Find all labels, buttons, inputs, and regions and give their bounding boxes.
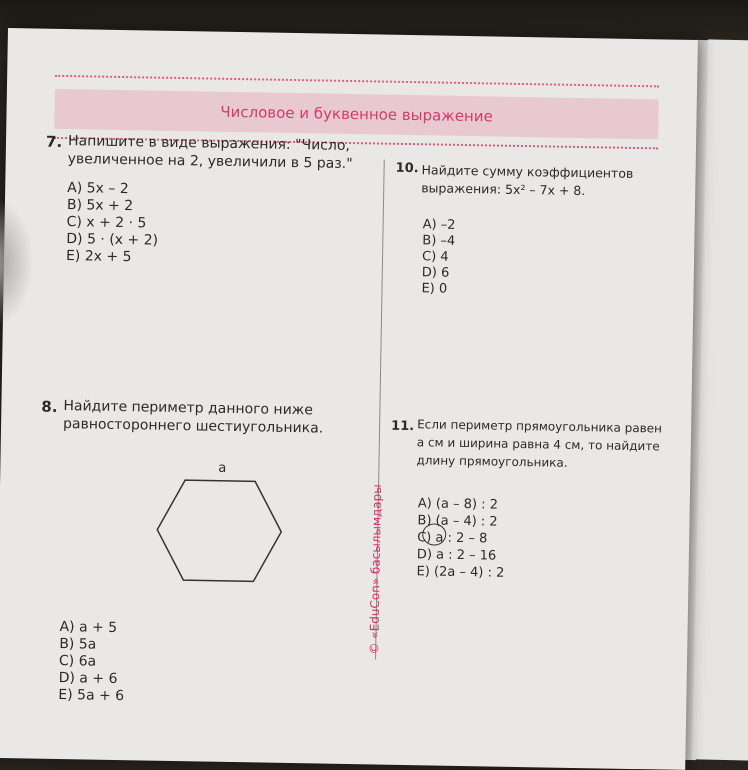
question-text: Напишите в виде выражения: "Число, увеличенное на 2, увеличили в 5 раз."	[67, 133, 353, 173]
option-e[interactable]: E) 2x + 5	[65, 248, 132, 266]
question-number: 11.	[390, 418, 415, 435]
question-text: Найдите периметр данного ниже равностороннего шестиугольника.	[62, 398, 324, 437]
question-number: 8.	[41, 397, 58, 416]
option-a[interactable]: A) (a – 8) : 2	[417, 496, 499, 513]
question-10	[393, 161, 685, 302]
question-number: 10.	[395, 160, 419, 177]
option-e[interactable]: E) 5a + 6	[58, 686, 125, 705]
option-c[interactable]: C) 4	[421, 249, 449, 265]
section-banner	[54, 89, 659, 140]
option-d[interactable]: D) a : 2 – 16	[416, 547, 497, 564]
hexagon-side-label: a	[218, 460, 227, 476]
option-d[interactable]: D) 6	[421, 265, 450, 281]
option-d[interactable]: D) a + 6	[58, 669, 118, 688]
answer-options	[36, 619, 125, 706]
option-b[interactable]: B) (a – 4) : 2	[417, 513, 498, 530]
banner-dotted-line-top	[55, 75, 659, 92]
answer-options	[44, 180, 365, 271]
question-number: 7.	[45, 132, 63, 151]
publisher-credit: © «EduCon» басылымдары	[367, 484, 385, 655]
option-a[interactable]: A) 5x – 2	[67, 180, 129, 198]
section-title: Числовое и буквенное выражение	[220, 102, 493, 126]
question-11	[388, 415, 681, 585]
question-7	[44, 132, 366, 271]
answer-options	[393, 217, 684, 302]
workbook-page	[0, 28, 698, 770]
option-d[interactable]: D) 5 · (x + 2)	[66, 231, 159, 249]
option-b[interactable]: B) 5a	[59, 635, 97, 653]
hexagon-icon	[148, 458, 290, 590]
option-e[interactable]: E) 0	[421, 281, 448, 297]
question-text: Найдите сумму коэффициентов выражения: 5x² – 7x + 8.	[421, 162, 634, 199]
option-a[interactable]: A) –2	[422, 217, 456, 233]
option-c[interactable]: C) 6a	[58, 652, 97, 670]
option-e[interactable]: E) (2a – 4) : 2	[416, 564, 505, 581]
question-8	[41, 397, 362, 705]
question-text: Если периметр прямоугольника равен a см и ширина равна 4 см, то найдите длину прямоугольника.	[416, 417, 663, 470]
option-a[interactable]: A) a + 5	[59, 618, 118, 636]
option-c[interactable]: C) x + 2 · 5	[66, 214, 147, 232]
finger-shadow	[0, 198, 35, 329]
option-c[interactable]: C) a : 2 – 8	[417, 530, 488, 547]
option-b[interactable]: B) 5x + 2	[66, 197, 134, 215]
option-b[interactable]: B) –4	[422, 233, 456, 249]
hexagon-figure	[148, 458, 290, 590]
